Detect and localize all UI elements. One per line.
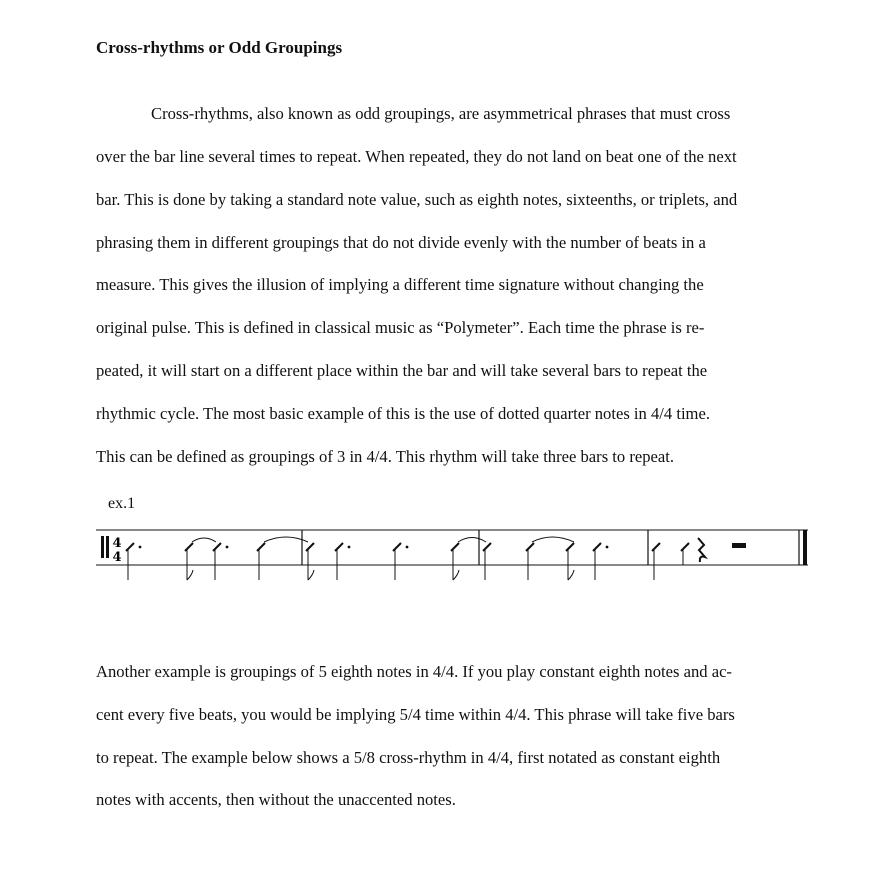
tie-mark (458, 538, 486, 543)
paragraph-1-line: original pulse. This is defined in classical music as “Polymeter”. Each time the phrase is re- (96, 318, 705, 337)
final-barline (803, 530, 807, 565)
note-slash (593, 543, 608, 580)
note-slash (393, 543, 408, 580)
note-slash (681, 543, 689, 565)
paragraph-2-line: notes with accents, then without the unaccented notes. (96, 790, 456, 809)
paragraph-1-line: measure. This gives the illusion of implying a different time signature without changing the (96, 275, 704, 294)
tie-mark (532, 537, 574, 542)
note-slash (335, 543, 350, 580)
paragraph-2-line: Another example is groupings of 5 eighth notes in 4/4. If you play constant eighth notes and ac- (96, 662, 732, 681)
note-slash (126, 543, 141, 580)
note-slash (483, 543, 491, 580)
paragraph-1-line: over the bar line several times to repeat. When repeated, they do not land on beat one of the next (96, 147, 737, 166)
note-slash (185, 543, 193, 580)
note-slash (526, 543, 534, 580)
quarter-rest-icon (698, 538, 705, 562)
note-slash (566, 543, 574, 580)
percussion-clef-icon (101, 536, 104, 558)
time-signature-denominator: 4 (112, 550, 122, 565)
note-slash (306, 543, 314, 580)
time-signature-numerator: 4 (112, 536, 122, 551)
example-label: ex.1 (108, 495, 136, 512)
paragraph-1-line: peated, it will start on a different place within the bar and will take several bars to repeat the (96, 361, 708, 380)
paragraph-2-line: cent every five beats, you would be implying 5/4 time within 4/4. This phrase will take five bars (96, 705, 735, 724)
paragraph-2-line: to repeat. The example below shows a 5/8 cross-rhythm in 4/4, first notated as constant eighth (96, 748, 721, 767)
paragraph-1-line: Cross-rhythms, also known as odd groupings, are asymmetrical phrases that must cross (151, 104, 731, 123)
paragraph-1-line: bar. This is done by taking a standard note value, such as eighth notes, sixteenths, or triplets, and (96, 190, 738, 209)
tie-mark (192, 538, 216, 542)
half-rest-icon (732, 543, 746, 548)
section-heading: Cross-rhythms or Odd Groupings (96, 38, 343, 57)
rhythm-notation-staff (96, 520, 816, 590)
note-slash (652, 543, 660, 580)
percussion-clef-icon (106, 536, 109, 558)
note-slash (257, 543, 265, 580)
paragraph-1-line: phrasing them in different groupings that do not divide evenly with the number of beats in a (96, 233, 706, 252)
note-slash (213, 543, 228, 580)
paragraph-1-line: This can be defined as groupings of 3 in 4/4. This rhythm will take three bars to repeat. (96, 447, 675, 466)
note-slash (451, 543, 459, 580)
paragraph-1-line: rhythmic cycle. The most basic example of this is the use of dotted quarter notes in 4/4 time. (96, 404, 710, 423)
